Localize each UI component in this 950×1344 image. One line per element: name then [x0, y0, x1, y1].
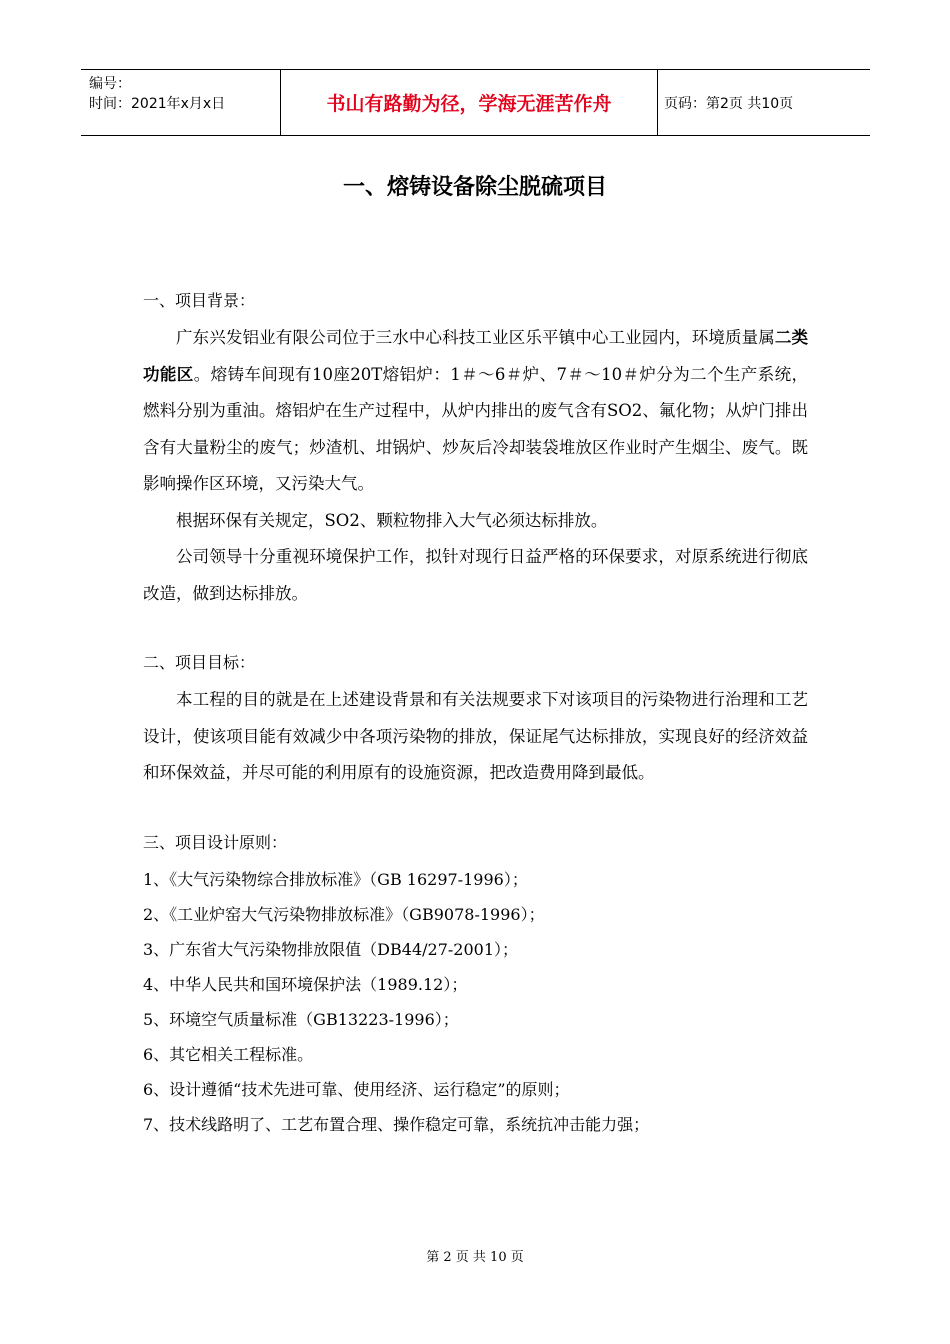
list-item: 6、其它相关工程标准。: [143, 1044, 314, 1064]
list-item: 5、环境空气质量标准（GB13223-1996）；: [143, 1009, 459, 1029]
section-heading-background: 一、项目背景：: [143, 291, 256, 310]
page-footer: 第 2 页 共 10 页: [426, 1250, 524, 1265]
header-meta-cell: [81, 70, 281, 135]
background-paragraph-1: [143, 320, 808, 503]
time-label: 时间：2021年x月x日: [89, 96, 226, 112]
list-item: 1、《大气污染物综合排放标准》（GB 16297-1996）；: [143, 869, 528, 889]
background-paragraph-3: 公司领导十分重视环境保护工作，拟针对现行日益严格的环保要求，对原系统进行彻底改造，做到达标排放。: [143, 547, 808, 603]
document-body: [143, 288, 808, 1142]
motto-text: 书山有路勤为径，学海无涯苦作舟: [326, 93, 612, 115]
goals-paragraph: 本工程的目的就是在上述建设背景和有关法规要求下对该项目的污染物进行治理和工艺设计，使该项目能有效减少中各项污染物的排放，保证尾气达标排放，实现良好的经济效益和环保效益，并尽可能的利用原有的设施资源，把改造费用降到最低。: [143, 690, 808, 782]
background-text-b: 。熔铸车间现有10座20T熔铝炉：1＃～6＃炉、7＃～10＃炉分为二个生产系统，燃料分别为重油。熔铝炉在生产过程中，从炉内排出的废气含有SO2、氟化物；从炉门排出含有大量粉尘的废气；炒渣机、坩锅炉、炒灰后冷却装袋堆放区作业时产生烟尘、废气。既影响操作区环境，又污染大气。: [143, 364, 808, 493]
function-zone-bold: 二类功能区: [143, 328, 809, 384]
background-text-a: 广东兴发铝业有限公司位于三水中心科技工业区乐平镇中心工业园内，环境质量属: [176, 328, 775, 347]
principles-list: [143, 862, 808, 1142]
page-info: 页码：第2页 共10页: [664, 95, 794, 112]
header-motto-cell: [281, 70, 658, 135]
section-heading-goals: 二、项目目标：: [143, 653, 256, 672]
document-title: 一、熔铸设备除尘脱硫项目: [342, 175, 607, 200]
page-header: [81, 69, 870, 136]
list-item: 7、技术线路明了、工艺布置合理、操作稳定可靠，系统抗冲击能力强；: [143, 1114, 650, 1134]
background-paragraph-2: 根据环保有关规定，SO2、颗粒物排入大气必须达标排放。: [176, 510, 608, 530]
list-item: 2、《工业炉窑大气污染物排放标准》（GB9078-1996）；: [143, 904, 545, 924]
list-item: 4、中华人民共和国环境保护法（1989.12）；: [143, 974, 468, 994]
list-item: 6、设计遵循“技术先进可靠、使用经济、运行稳定”的原则；: [143, 1079, 570, 1099]
section-heading-principles: 三、项目设计原则：: [143, 832, 288, 852]
number-label: 编号：: [89, 76, 131, 92]
list-item: 3、广东省大气污染物排放限值（DB44/27-2001）；: [143, 939, 519, 959]
header-page-cell: [658, 70, 870, 135]
